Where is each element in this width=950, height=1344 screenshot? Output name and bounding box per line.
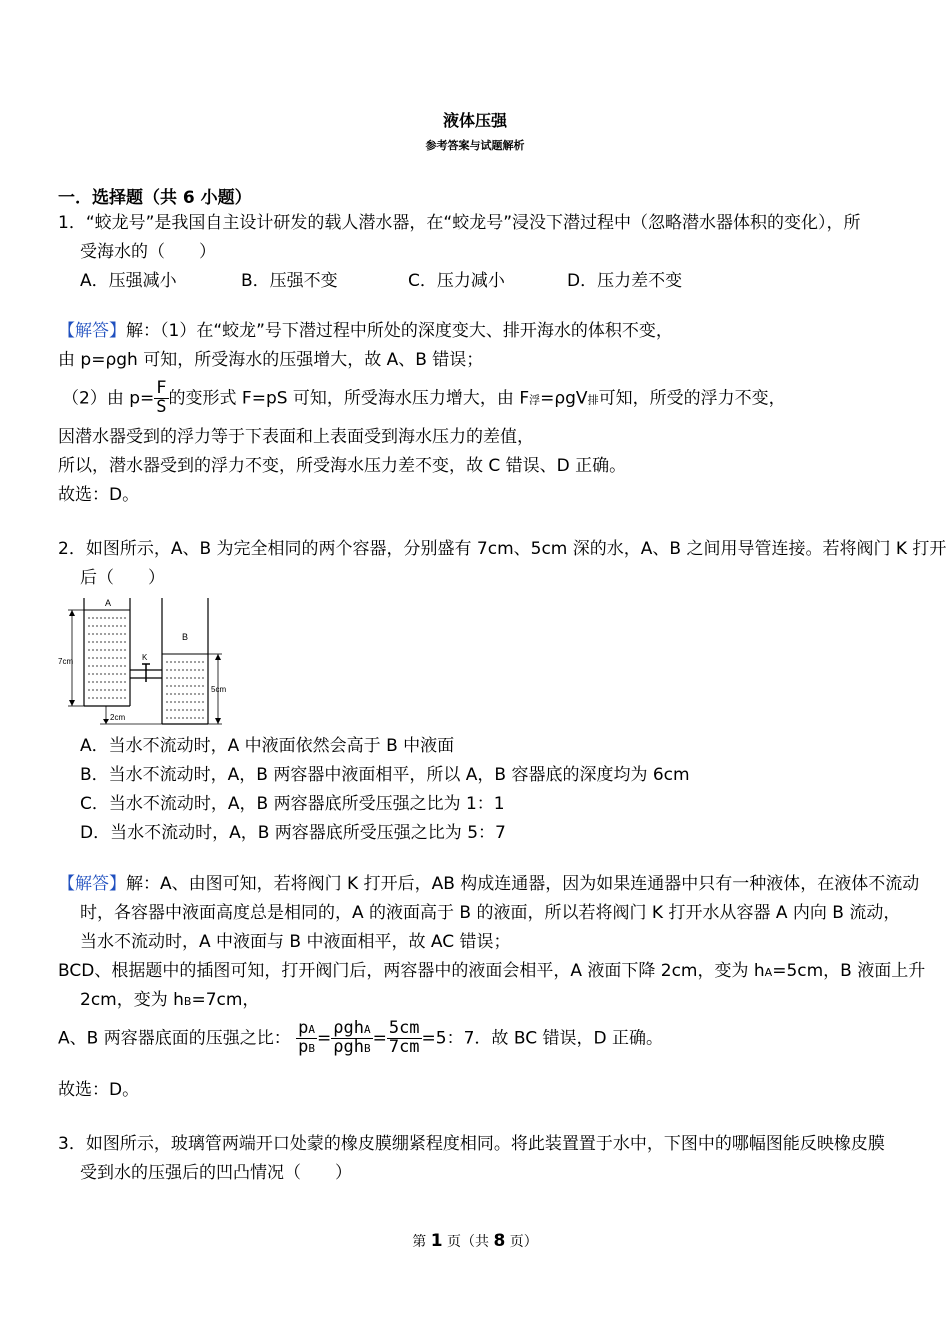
q2-solution-line7: 故选：D。 [58,1080,140,1100]
section-heading: 一．选择题（共 6 小题） [58,188,252,208]
q2-solution-line6: A、B 两容器底面的压强之比： $\frac{pA}{pB}$ = $\frac{\text{ρghA}}{\text{ρghB}}$ = $\frac{5cm}{7cm}$ =5：7．故 BC 错误，D 正确。 [58,1018,663,1057]
q2-solution-line5: 2cm，变为 hB=7cm， [80,990,260,1010]
q1-option-b: B．压强不变 [241,271,338,291]
q1-option-a: A．压强减小 [80,271,177,291]
q3-stem-line1: 3．如图所示，玻璃管两端开口处蒙的橡皮膜绷紧程度相同。将此装置置于水中，下图中的哪幅图能反映橡皮膜 [58,1134,885,1154]
q1-solution-line4: 因潜水器受到的浮力等于下表面和上表面受到海水压力的差值， [58,427,534,447]
fraction-rhogha-over-rhoghb: $\frac{\text{ρghA}}{\text{ρghB}}$ [333,1018,371,1057]
q1-option-d: D．压力差不变 [567,271,683,291]
q2-solution-line1: 【解答】解：A、由图可知，若将阀门 K 打开后，AB 构成连通器，因为如果连通器中只有一种液体，在液体不流动 [58,874,920,894]
q2-option-c: C．当水不流动时，A，B 两容器底所受压强之比为 1：1 [80,794,505,814]
q3-stem-line2: 受到水的压强后的凹凸情况（ ） [80,1163,352,1183]
q1-solution-line1: 【解答】解：（1）在“蛟龙”号下潜过程中所处的深度变大、排开海水的体积不变， [58,321,673,341]
figure-label-5cm: 5cm [211,685,227,694]
connected-vessels-figure [58,594,228,730]
q1-stem-line1: 1．“蛟龙号”是我国自主设计研发的载人潜水器，在“蛟龙号”浸没下潜过程中（忽略潜水器体积的变化），所 [58,213,861,233]
fraction-pa-over-pb: $\frac{pA}{pB}$ [298,1018,315,1057]
q2-solution-line3: 当水不流动时，A 中液面与 B 中液面相平，故 AC 错误； [80,932,511,952]
answer-tag: 【解答】 [58,321,126,341]
q2-stem-line1: 2．如图所示，A、B 为完全相同的两个容器，分别盛有 7cm、5cm 深的水，A、B 之间用导管连接。若将阀门 K 打开 [58,539,947,559]
q1-solution-line6: 故选：D。 [58,485,140,505]
q1-solution-line5: 所以，潜水器受到的浮力不变，所受海水压力差不变，故 C 错误、D 正确。 [58,456,627,476]
q1-option-c: C．压力减小 [408,271,505,291]
page-number: 1 [430,1231,443,1251]
page-footer: 第 1 页（共 8 页） [412,1231,538,1251]
q2-stem-line2: 后（ ） [80,568,165,588]
figure-label-a: A [105,598,112,608]
page-total: 8 [493,1231,506,1251]
q2-option-a: A．当水不流动时，A 中液面依然会高于 B 中液面 [80,736,455,756]
figure-label-b: B [182,632,189,642]
q1-stem-line2: 受海水的（ ） [80,242,216,262]
q1-solution-line2: 由 p=ρgh 可知，所受海水的压强增大，故 A、B 错误； [58,350,484,370]
figure-label-2cm: 2cm [110,713,126,722]
q2-solution-line4: BCD、根据题中的插图可知，打开阀门后，两容器中的液面会相平，A 液面下降 2cm，变为 hA=5cm，B 液面上升 [58,961,926,981]
fraction-5cm-over-7cm: $\frac{5cm}{7cm}$ [388,1018,420,1057]
doc-subtitle: 参考答案与试题解析 [425,139,525,152]
q2-option-b: B．当水不流动时，A，B 两容器中液面相平，所以 A，B 容器底的深度均为 6cm [80,765,690,785]
q1-solution-line3: （2）由 p= $\frac{F}{S}$ 的变形式 F=pS 可知，所受海水压力增大，由 F浮=ρgV排可知，所受的浮力不变， [62,378,786,417]
figure-label-7cm: 7cm [58,657,74,666]
figure-label-k: K [142,653,148,662]
q2-solution-line2: 时，各容器中液面高度总是相同的，A 的液面高于 B 的液面，所以若将阀门 K 打开水从容器 A 内向 B 流动， [80,903,901,923]
answer-tag: 【解答】 [58,874,126,894]
q2-option-d: D．当水不流动时，A，B 两容器底所受压强之比为 5：7 [80,823,506,843]
doc-title: 液体压强 [442,111,507,130]
fraction-f-over-s: $\frac{F}{S}$ [156,378,167,417]
